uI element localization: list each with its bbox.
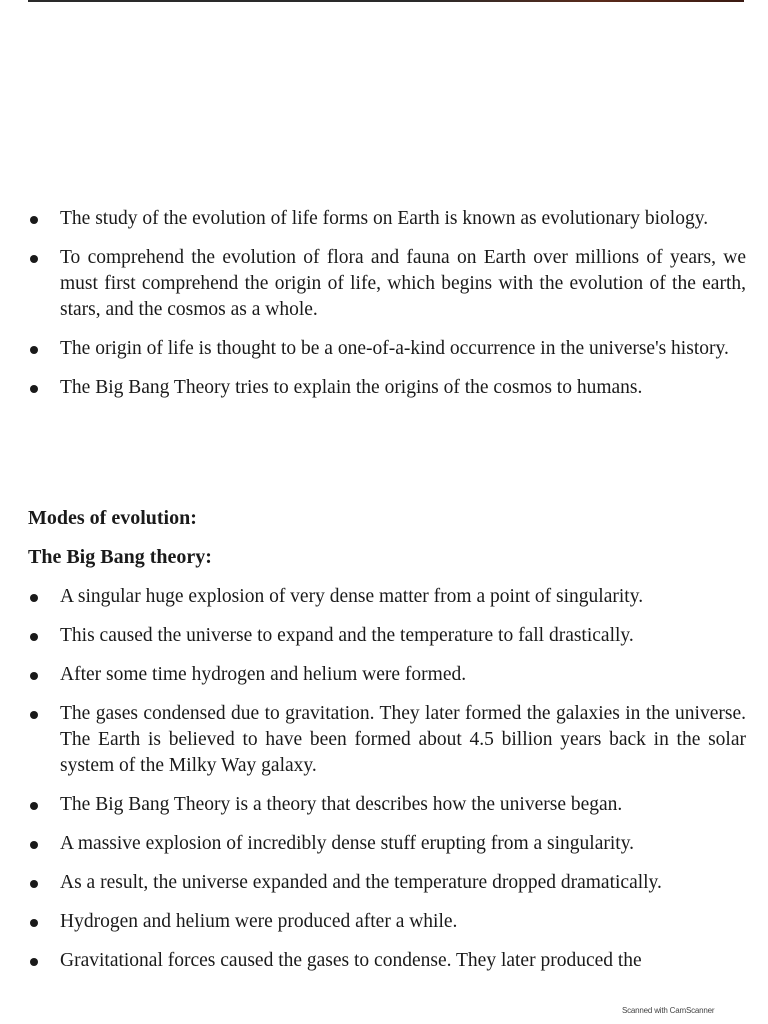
list-item-text: To comprehend the evolution of flora and fauna on Earth over millions of years, we must first comprehend the origin of life, which begins with the evolution of the earth, stars, and the cosmos as a whole. bbox=[60, 247, 746, 320]
top-rule bbox=[28, 0, 744, 2]
section-heading-big-bang: The Big Bang theory: bbox=[28, 546, 212, 568]
bullet-icon bbox=[30, 919, 38, 927]
bullet-icon bbox=[30, 255, 38, 263]
bullet-icon bbox=[30, 958, 38, 966]
list-item-text: The study of the evolution of life forms on Earth is known as evolutionary biology. bbox=[60, 208, 709, 229]
list-item bbox=[26, 701, 746, 779]
list-item-text: After some time hydrogen and helium were formed. bbox=[60, 664, 467, 685]
list-item bbox=[26, 831, 746, 857]
list-item bbox=[26, 336, 746, 362]
bullet-icon bbox=[30, 385, 38, 393]
bullet-icon bbox=[30, 880, 38, 888]
list-item bbox=[26, 662, 746, 688]
bullet-icon bbox=[30, 802, 38, 810]
bullet-icon bbox=[30, 672, 38, 680]
list-item bbox=[26, 909, 746, 935]
bullet-icon bbox=[30, 216, 38, 224]
list-item bbox=[26, 870, 746, 896]
bullet-icon bbox=[30, 346, 38, 354]
list-item bbox=[26, 948, 746, 974]
intro-bullet-list bbox=[26, 206, 746, 414]
list-item-text: The gases condensed due to gravitation. They later formed the galaxies in the universe. The Earth is believed to have been formed about 4.5 billion years back in the solar system of the Milky Way galaxy. bbox=[60, 703, 746, 776]
list-item-text: A singular huge explosion of very dense matter from a point of singularity. bbox=[60, 586, 644, 607]
bullet-icon bbox=[30, 841, 38, 849]
list-item-text: As a result, the universe expanded and the temperature dropped dramatically. bbox=[60, 872, 662, 893]
list-item-text: A massive explosion of incredibly dense stuff erupting from a singularity. bbox=[60, 833, 635, 854]
bullet-icon bbox=[30, 633, 38, 641]
list-item bbox=[26, 584, 746, 610]
list-item-text: The Big Bang Theory is a theory that describes how the universe began. bbox=[60, 794, 623, 815]
list-item bbox=[26, 792, 746, 818]
bullet-icon bbox=[30, 711, 38, 719]
list-item-text: This caused the universe to expand and the temperature to fall drastically. bbox=[60, 625, 634, 646]
section-heading-modes: Modes of evolution: bbox=[28, 507, 197, 529]
list-item bbox=[26, 375, 746, 401]
bullet-icon bbox=[30, 594, 38, 602]
list-item-text: Hydrogen and helium were produced after a while. bbox=[60, 911, 458, 932]
list-item bbox=[26, 206, 746, 232]
list-item bbox=[26, 623, 746, 649]
big-bang-bullet-list bbox=[26, 584, 746, 987]
list-item-text: Gravitational forces caused the gases to condense. They later produced the bbox=[60, 950, 642, 971]
list-item-text: The Big Bang Theory tries to explain the origins of the cosmos to humans. bbox=[60, 377, 643, 398]
list-item-text: The origin of life is thought to be a one-of-a-kind occurrence in the universe's history. bbox=[60, 338, 729, 359]
scanner-watermark: Scanned with CamScanner bbox=[622, 1006, 715, 1015]
list-item bbox=[26, 245, 746, 323]
